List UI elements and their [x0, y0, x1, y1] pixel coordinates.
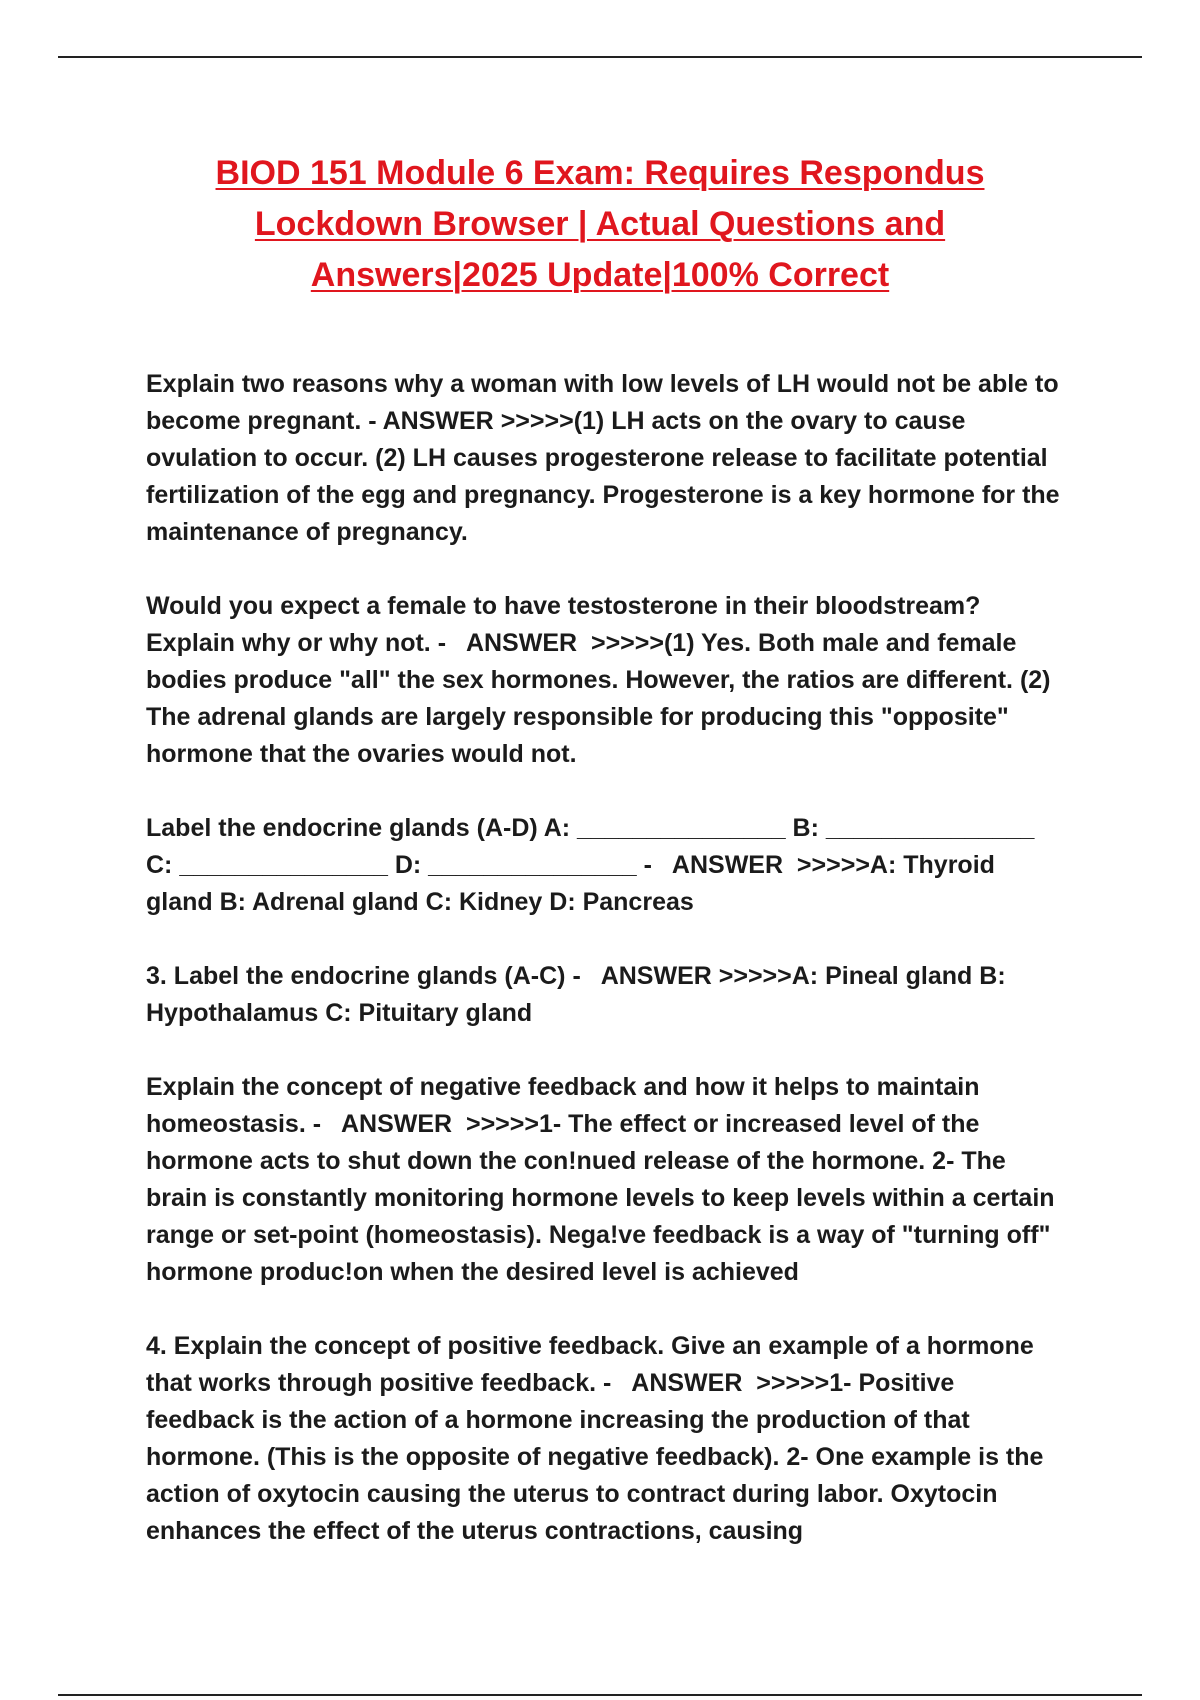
- answer-text: (1) Yes. Both male and female bodies produce "all" the sex hormones. However, the ratios are different. (2) The adrenal glands are largely responsible for producing this "opposite" hormone that the ovaries would not.: [146, 629, 1051, 768]
- answer-text: 1- The effect or increased level of the hormone acts to shut down the con!nued release of the hormone. 2- The brain is constantly monitoring hormone levels to keep levels within a certain range or set-point (homeostasis). Nega!ve feedback is a way of "turning off" hormone produc!on when the desired level is achieved: [146, 1110, 1055, 1286]
- question-text: Would you expect a female to have testosterone in their bloodstream? Explain why or why not.: [146, 592, 981, 657]
- answer-label: ANSWER: [340, 1110, 453, 1138]
- answer-text: 1- Positive feedback is the action of a hormone increasing the production of that hormone. (This is the opposite of negative feedback). 2- One example is the action of oxytocin causing the uterus to contract during labor. Oxytocin enhances the effect of the uterus contractions, causing: [146, 1369, 1044, 1545]
- answer-arrows: >>>>>: [718, 962, 792, 990]
- question-text: 3. Label the endocrine glands (A-C): [146, 962, 566, 990]
- answer-text: A: Thyroid gland B: Adrenal gland C: Kidney D: Pancreas: [146, 851, 995, 916]
- qa-entry: Explain two reasons why a woman with low levels of LH would not be able to become pregnant. - ANSWER >>>>>(1) LH acts on the ovary to cause ovulation to occur. (2) LH causes progesterone release to facilitate potential fertilization of the egg and pregnancy. Progesterone is a key hormone for the maintenance of pregnancy.: [146, 370, 1060, 546]
- qa-list: [146, 366, 1066, 1587]
- qa-entry: Label the endocrine glands (A-D) A: _______________ B: _______________ C: _______________ D: _______________ - ANSWER >>>>>A: Thyroid gland B: Adrenal gland C: Kidney D: Pancreas: [146, 814, 1035, 916]
- answer-arrows: >>>>>: [796, 851, 870, 879]
- question-text: Explain two reasons why a woman with low levels of LH would not be able to become pregnant.: [146, 370, 1059, 435]
- answer-label: ANSWER: [671, 851, 784, 879]
- answer-arrows: >>>>>: [756, 1369, 830, 1397]
- qa-entry: 4. Explain the concept of positive feedback. Give an example of a hormone that works through positive feedback. - ANSWER >>>>>1- Positive feedback is the action of a hormone increasing the production of that hormone. (This is the opposite of negative feedback). 2- One example is the action of oxytocin causing the uterus to contract during labor. Oxytocin enhances the effect of the uterus contractions, causing: [146, 1332, 1044, 1545]
- answer-label: ANSWER: [600, 962, 712, 990]
- answer-label: ANSWER: [631, 1369, 743, 1397]
- answer-text: (1) LH acts on the ovary to cause ovulation to occur. (2) LH causes progesterone release to facilitate potential fertilization of the egg and pregnancy. Progesterone is a key hormone for the maintenance of pregnancy.: [146, 407, 1060, 546]
- question-text: Explain the concept of negative feedback and how it helps to maintain homeostasis.: [146, 1073, 980, 1138]
- question-text: Label the endocrine glands (A-D) A: _______________ B: _______________ C: _______________ D: _______________: [146, 814, 1035, 879]
- answer-label: ANSWER: [465, 629, 578, 657]
- answer-label: ANSWER: [382, 407, 494, 435]
- header-rule: [58, 56, 1142, 58]
- question-text: 4. Explain the concept of positive feedback. Give an example of a hormone that works through positive feedback.: [146, 1332, 1034, 1397]
- qa-entry: Explain the concept of negative feedback and how it helps to maintain homeostasis. - ANSWER >>>>>1- The effect or increased level of the hormone acts to shut down the con!nued release of the hormone. 2- The brain is constantly monitoring hormone levels to keep levels within a certain range or set-point (homeostasis). Nega!ve feedback is a way of "turning off" hormone produc!on when the desired level is achieved: [146, 1073, 1055, 1286]
- footer-rule: [58, 1694, 1142, 1696]
- document-title: BIOD 151 Module 6 Exam: Requires Respondus Lockdown Browser | Actual Questions and Answers|2025 Update|100% Correct: [215, 154, 985, 294]
- qa-entry: 3. Label the endocrine glands (A-C) - ANSWER >>>>>A: Pineal gland B: Hypothalamus C: Pituitary gland: [146, 962, 1006, 1027]
- answer-arrows: >>>>>: [590, 629, 664, 657]
- qa-entry: Would you expect a female to have testosterone in their bloodstream? Explain why or why not. - ANSWER >>>>>(1) Yes. Both male and female bodies produce "all" the sex hormones. However, the ratios are different. (2) The adrenal glands are largely responsible for producing this "opposite" hormone that the ovaries would not.: [146, 592, 1051, 768]
- answer-arrows: >>>>>: [465, 1110, 539, 1138]
- answer-arrows: >>>>>: [500, 407, 574, 435]
- answer-text: A: Pineal gland B: Hypothalamus C: Pituitary gland: [146, 962, 1006, 1027]
